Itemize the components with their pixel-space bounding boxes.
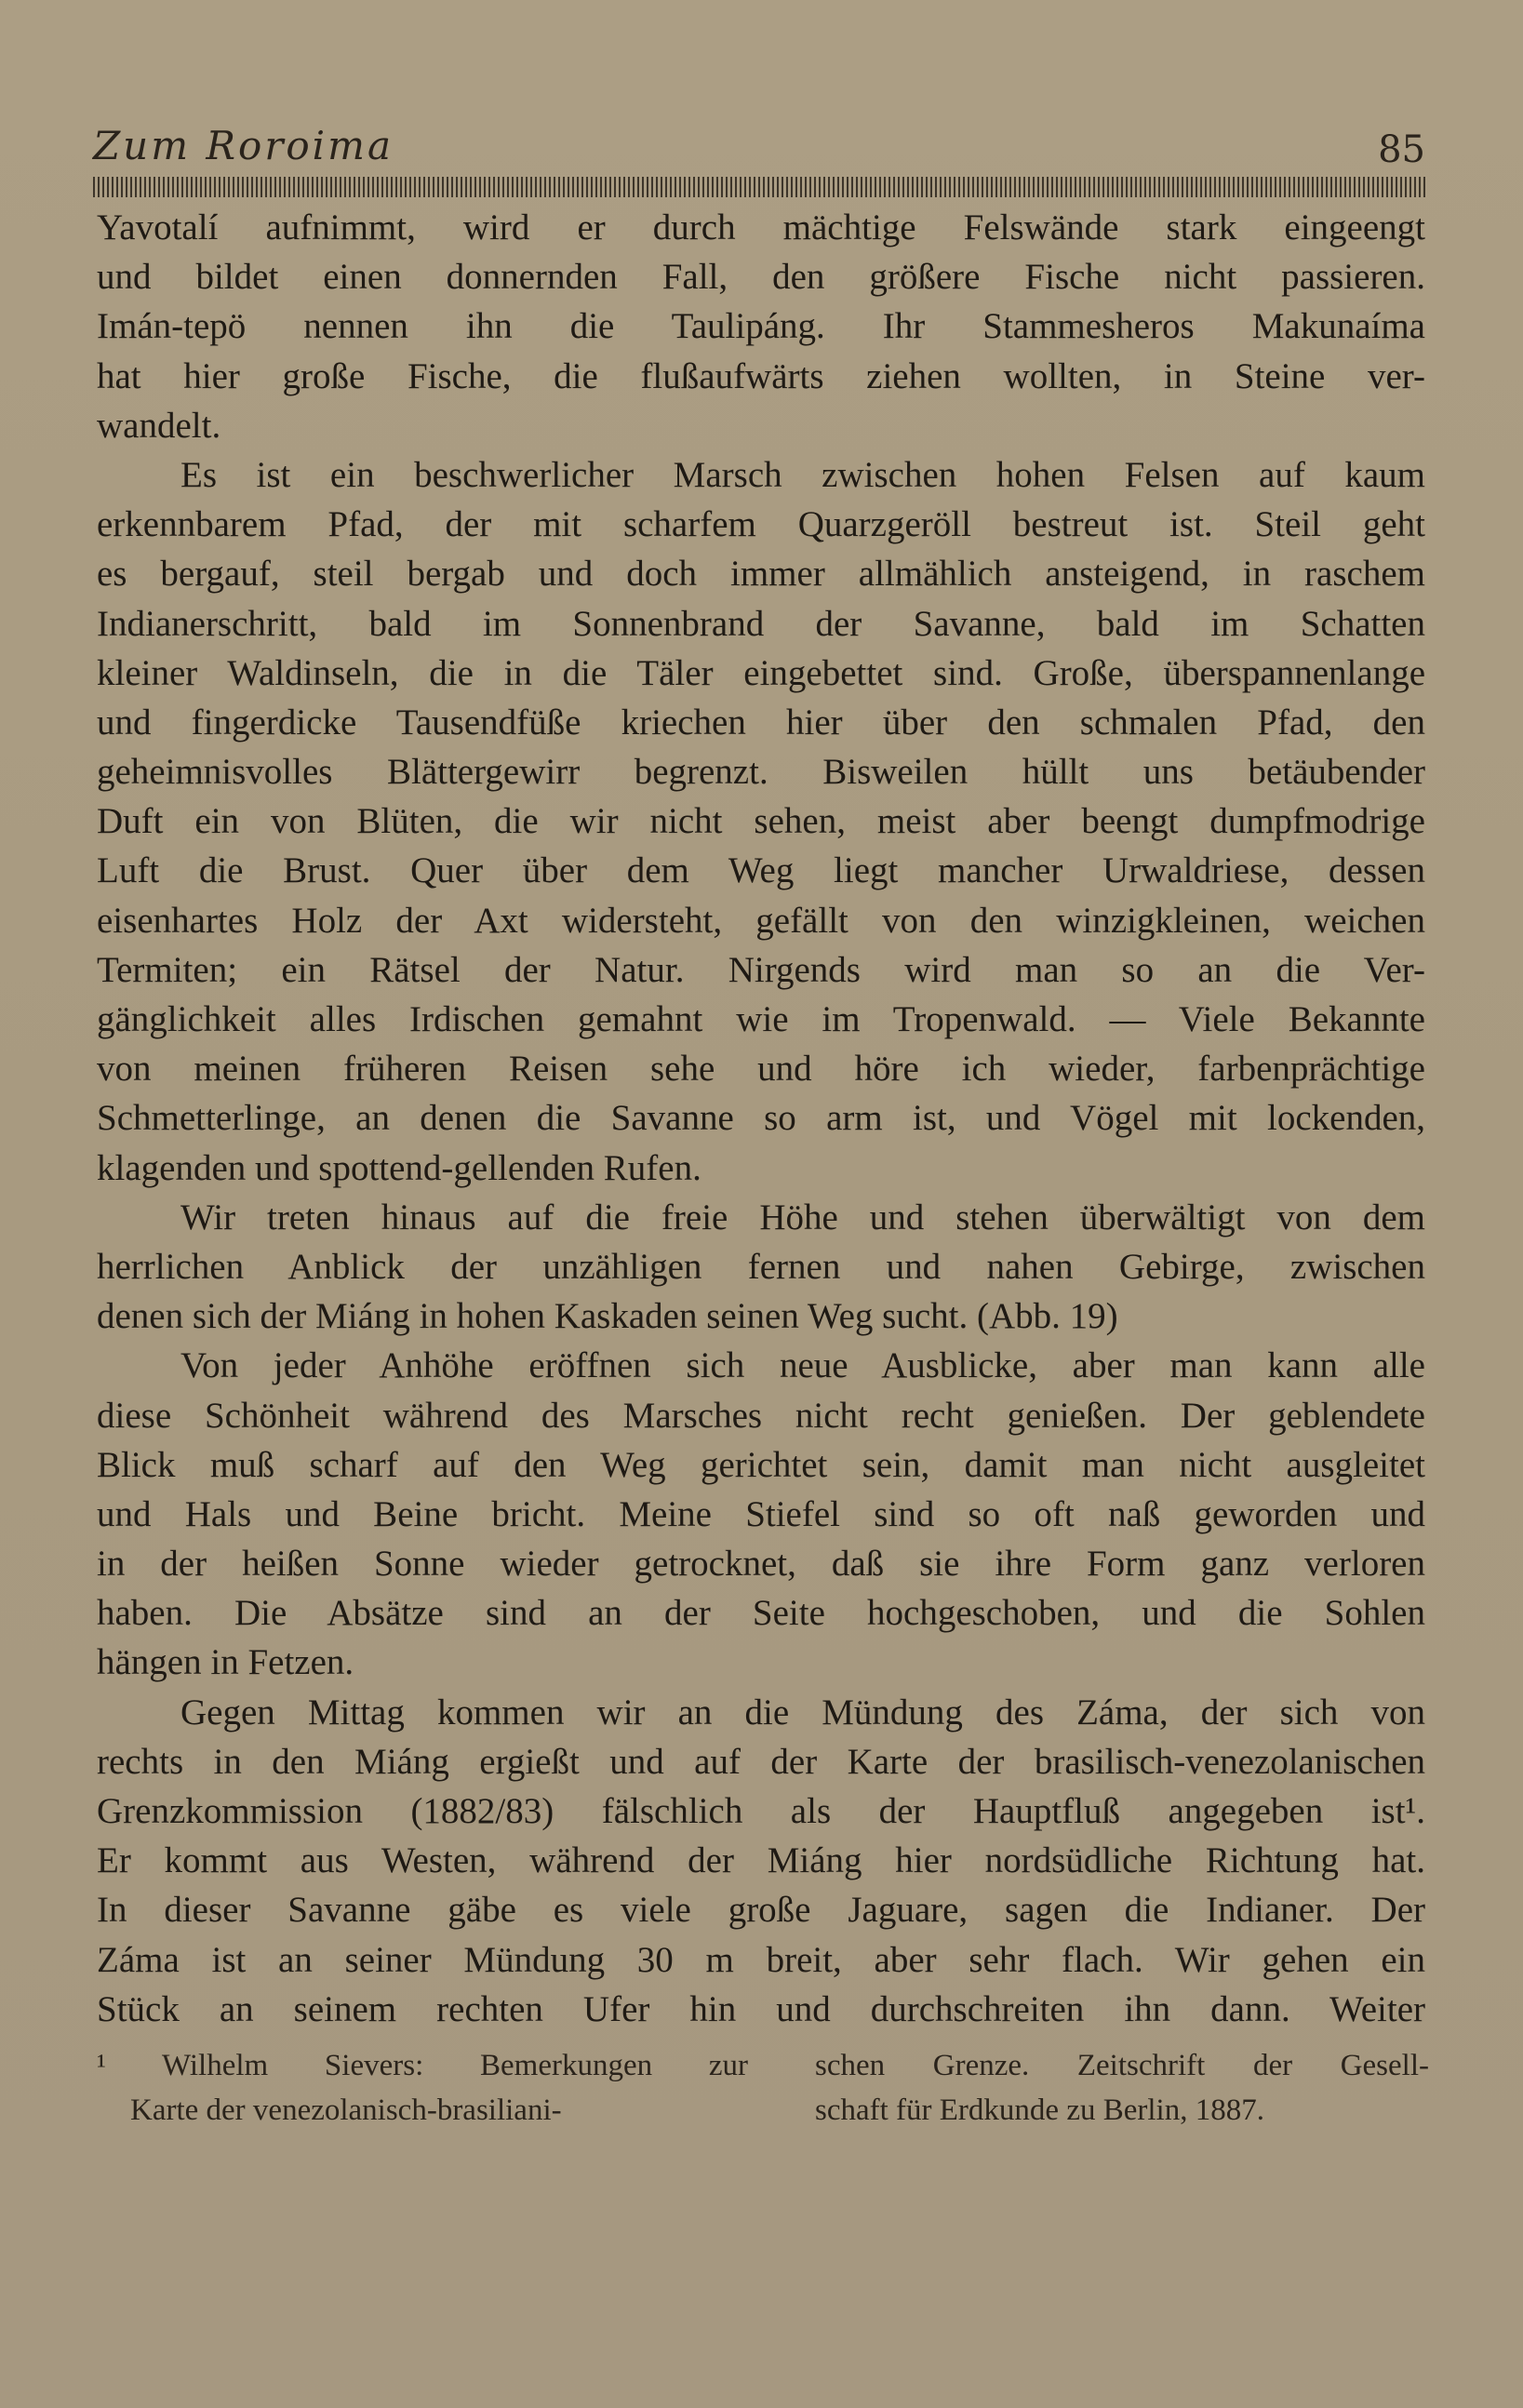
page-number: 85 [1378, 128, 1425, 171]
text-line: diese Schönheit während des Marsches nicht recht genießen. Der geblendete [97, 1395, 1425, 1436]
text-line: kleiner Waldinseln, die in die Täler eingebettet sind. Große, überspannenlange [97, 652, 1425, 693]
text-line: und bildet einen donnernden Fall, den größere Fische nicht passieren. [97, 257, 1425, 298]
text-line: es bergauf, steil bergab und doch immer allmählich ansteigend, in raschem [97, 554, 1425, 595]
text-line: haben. Die Absätze sind an der Seite hochgeschoben, und die Sohlen [97, 1593, 1425, 1634]
text-line: In dieser Savanne gäbe es viele große Jaguare, sagen die Indianer. Der [97, 1890, 1425, 1931]
text-line: Blick muß scharf auf den Weg gerichtet sein, damit man nicht ausgleitet [97, 1444, 1425, 1485]
footnote-right-column [815, 2043, 1429, 2133]
text-line: Imán-tepö nennen ihn die Taulipáng. Ihr Stammesheros Makunaíma [97, 306, 1425, 347]
text-line: Grenzkommission (1882/83) fälschlich als der Hauptfluß angegeben ist¹. [97, 1791, 1425, 1831]
text-line: geheimnisvolles Blättergewirr begrenzt. Bisweilen hüllt uns betäubender [97, 752, 1425, 793]
text-line: herrlichen Anblick der unzähligen fernen und nahen Gebirge, zwischen [97, 1246, 1425, 1287]
text-line: Termiten; ein Rätsel der Natur. Nirgends wird man so an die Ver- [97, 949, 1425, 990]
running-title: Zum Roroima [93, 123, 394, 168]
text-line: wandelt. [97, 405, 221, 446]
text-line: Gegen Mittag kommen wir an die Mündung des Záma, der sich von [180, 1692, 1425, 1732]
text-line: rechts in den Miáng ergießt und auf der Karte der brasilisch-venezolanischen [97, 1741, 1425, 1782]
footnote-line: schen Grenze. Zeitschrift der Gesell- [815, 2049, 1429, 2082]
footnote-left-column [97, 2043, 748, 2133]
text-line: und fingerdicke Tausendfüße kriechen hier über den schmalen Pfad, den [97, 702, 1425, 742]
text-line: eisenhartes Holz der Axt widersteht, gefällt von den winzigkleinen, weichen [97, 900, 1425, 941]
footnote [97, 2043, 1429, 2146]
text-line: Duft ein von Blüten, die wir nicht sehen, meist aber beengt dumpfmodrige [97, 801, 1425, 842]
text-line: denen sich der Miáng in hohen Kaskaden seinen Weg sucht. (Abb. 19) [97, 1296, 1118, 1337]
text-line: und Hals und Beine bricht. Meine Stiefel sind so oft naß geworden und [97, 1493, 1425, 1534]
footnote-line: Karte der venezolanisch-brasiliani- [130, 2094, 562, 2127]
text-line: gänglichkeit alles Irdischen gemahnt wie im Tropenwald. — Viele Bekannte [97, 999, 1425, 1039]
text-line: von meinen früheren Reisen sehe und höre ich wieder, farbenprächtige [97, 1049, 1425, 1090]
text-line: Wir treten hinaus auf die freie Höhe und stehen überwältigt von dem [180, 1197, 1425, 1237]
text-line: Luft die Brust. Quer über dem Weg liegt mancher Urwaldriese, dessen [97, 850, 1425, 891]
text-line: Yavotalí aufnimmt, wird er durch mächtige Felswände stark eingeengt [97, 207, 1425, 247]
text-line: Von jeder Anhöhe eröffnen sich neue Ausblicke, aber man kann alle [180, 1345, 1425, 1386]
text-line: Záma ist an seiner Mündung 30 m breit, aber sehr flach. Wir gehen ein [97, 1939, 1425, 1980]
page-header [93, 123, 1425, 179]
text-line: klagenden und spottend-gellenden Rufen. [97, 1147, 701, 1188]
text-line: Es ist ein beschwerlicher Marsch zwischen hohen Felsen auf kaum [180, 454, 1425, 495]
body-text [97, 203, 1425, 2034]
text-line: Stück an seinem rechten Ufer hin und durchschreiten ihn dann. Weiter [97, 1988, 1425, 2029]
text-line: hängen in Fetzen. [97, 1642, 354, 1683]
footnote-line: schaft für Erdkunde zu Berlin, 1887. [815, 2094, 1264, 2127]
footnote-line: ¹ Wilhelm Sievers: Bemerkungen zur [97, 2049, 748, 2082]
text-line: Er kommt aus Westen, während der Miáng hier nordsüdliche Richtung hat. [97, 1840, 1425, 1881]
text-line: erkennbarem Pfad, der mit scharfem Quarzgeröll bestreut ist. Steil geht [97, 504, 1425, 545]
text-line: hat hier große Fische, die flußaufwärts ziehen wollten, in Steine ver- [97, 355, 1425, 396]
text-line: in der heißen Sonne wieder getrocknet, daß sie ihre Form ganz verloren [97, 1544, 1425, 1585]
text-line: Indianerschritt, bald im Sonnenbrand der Savanne, bald im Schatten [97, 603, 1425, 644]
text-line: Schmetterlinge, an denen die Savanne so arm ist, und Vögel mit lockenden, [97, 1098, 1425, 1139]
header-rule [93, 177, 1425, 197]
